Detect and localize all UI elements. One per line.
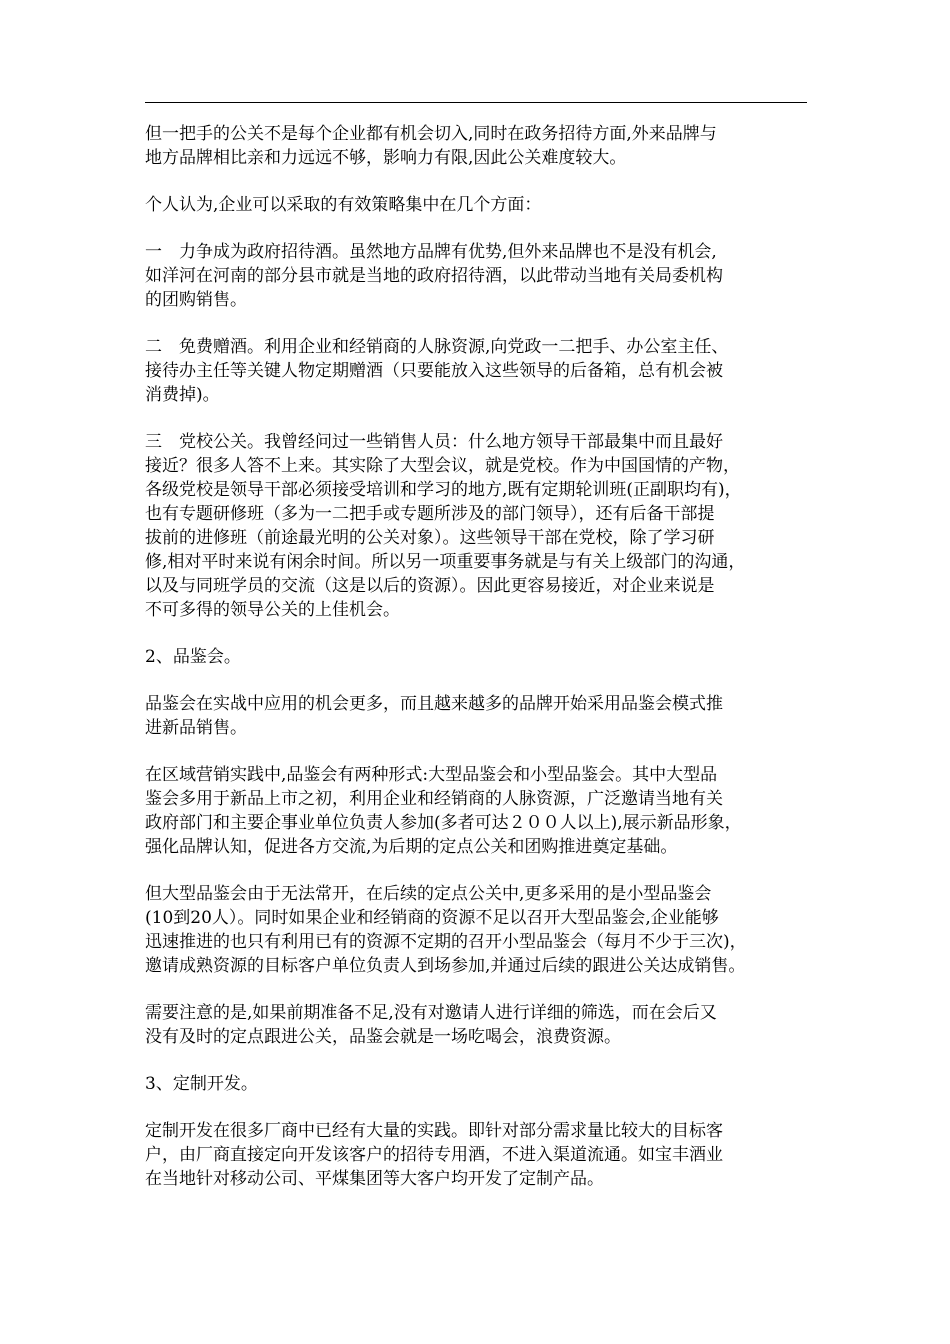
header-rule <box>145 102 807 103</box>
paragraph-7: 品鉴会在实战中应用的机会更多，而且越来越多的品牌开始采用品鉴会模式推 进新品销售。 <box>145 694 723 738</box>
paragraph-1: 但一把手的公关不是每个企业都有机会切入,同时在政务招待方面,外来品牌与 地方品牌相比亲和力远远不够，影响力有限,因此公关难度较大。 <box>145 124 717 168</box>
paragraph-12: 定制开发在很多厂商中已经有大量的实践。即针对部分需求量比较大的目标客 户，由厂商直接定向开发该客户的招待专用酒，不进入渠道流通。如宝丰酒业 在当地针对移动公司、平煤集团等大客户均开发了定制产品。 <box>145 1121 723 1189</box>
paragraph-5: 三 党校公关。我曾经问过一些销售人员：什么地方领导干部最集中而且最好 接近？很多人答不上来。其实除了大型会议，就是党校。作为中国国情的产物， 各级党校是领导干部必须接受培训和学习的地方,既有定期轮训班(正副职均有)， 也有专题研修班（多为一二把手或专题所涉及的部门领导），还有后备干部提 拔前的进修班（前途最光明的公关对象）。这些领导干部在党校，除了学习研 修,相对平时来说有闲余时间。所以另一项重要事务就是与有关上级部门的沟通， 以及与同班学员的交流（这是以后的资源）。因此更容易接近，对企业来说是 不可多得的领导公关的上佳机会。 <box>145 432 746 620</box>
paragraph-3: 一 力争成为政府招待酒。虽然地方品牌有优势,但外来品牌也不是没有机会, 如洋河在河南的部分县市就是当地的政府招待酒，以此带动当地有关局委机构 的团购销售。 <box>145 242 723 310</box>
section-heading-3: 3、定制开发。 <box>145 1074 258 1094</box>
paragraph-8: 在区域营销实践中,品鉴会有两种形式:大型品鉴会和小型品鉴会。其中大型品 鉴会多用于新品上市之初，利用企业和经销商的人脉资源，广泛邀请当地有关 政府部门和主要企事业单位负责人参加(多者可达２００人以上),展示新品形象， 强化品牌认知，促进各方交流,为后期的定点公关和团购推进奠定基础。 <box>145 765 742 857</box>
paragraph-2: 个人认为,企业可以采取的有效策略集中在几个方面： <box>145 195 542 215</box>
paragraph-4: 二 免费赠酒。利用企业和经销商的人脉资源,向党政一二把手、办公室主任、 接待办主任等关键人物定期赠酒（只要能放入这些领导的后备箱，总有机会被 消费掉)。 <box>145 337 729 405</box>
paragraph-10: 需要注意的是,如果前期准备不足,没有对邀请人进行详细的筛选，而在会后又 没有及时的定点跟进公关，品鉴会就是一场吃喝会，浪费资源。 <box>145 1003 717 1047</box>
section-heading-2: 2、品鉴会。 <box>145 647 241 667</box>
document-body <box>145 122 810 1214</box>
paragraph-9: 但大型品鉴会由于无法常开，在后续的定点公关中,更多采用的是小型品鉴会 (10到20人）。同时如果企业和经销商的资源不足以召开大型品鉴会,企业能够 迅速推进的也只有利用已有的资源不定期的召开小型品鉴会（每月不少于三次)， 邀请成熟资源的目标客户单位负责人到场参加,并通过后续的跟进公关达成销售。 <box>145 884 747 976</box>
